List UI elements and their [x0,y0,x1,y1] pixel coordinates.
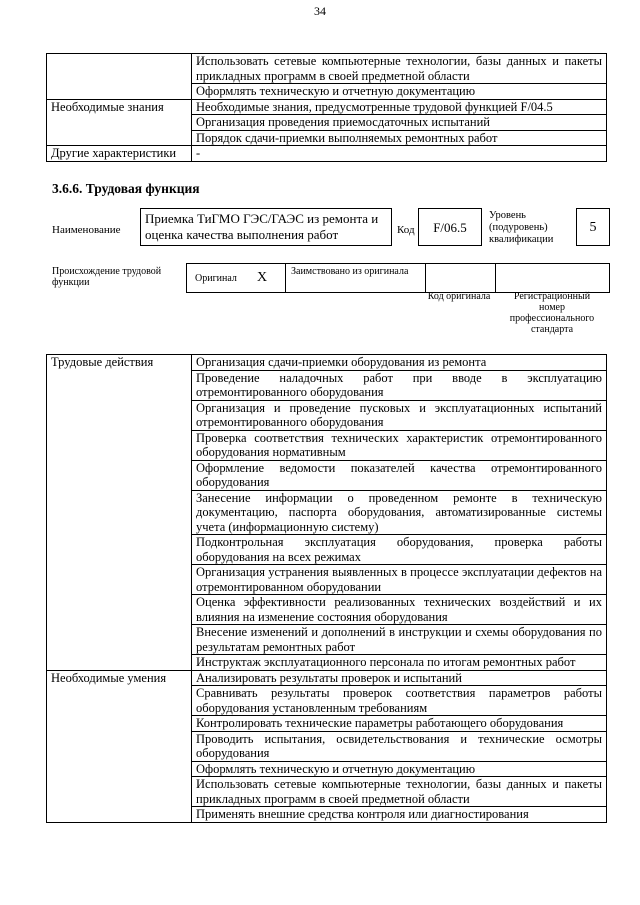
skill: Применять внешние средства контроля или диагностирования [192,807,607,823]
code-box: F/06.5 [418,208,482,246]
level-label: Уровень (подуровень) квалификации [489,210,554,245]
code-label: Код [397,224,415,236]
reg-number-label: Регистрационный номер профессионального стандарта [509,291,595,335]
table-row [47,670,607,686]
skill: Контролировать технические параметры работающего оборудования [192,716,607,732]
original-mark: X [257,270,268,285]
name-label: Наименование [52,224,121,236]
table-row [47,54,607,84]
labor-action: Проверка соответствия технических характеристик отремонтированного оборудования нормативным [192,430,607,460]
section-title: 3.6.6. Трудовая функция [52,181,200,196]
table-row [47,99,607,115]
skill: Использовать сетевые компьютерные технологии, базы данных и пакеты прикладных программ в своей предметной области [192,777,607,807]
row-value: Порядок сдачи-приемки выполняемых ремонтных работ [192,130,607,146]
skill: Проводить испытания, освидетельствования и технические осмотры оборудования [192,731,607,761]
divider [495,264,496,292]
original-label: Оригинал [195,273,237,284]
labor-action: Проведение наладочных работ при вводе в эксплуатацию отремонтированного оборудования [192,370,607,400]
row-value: Оформлять техническую и отчетную документацию [192,84,607,100]
row-label: Другие характеристики [47,146,192,162]
labor-action: Оценка эффективности реализованных технических воздействий и их влияния на изменение состояния оборудования [192,595,607,625]
labor-action: Внесение изменений и дополнений в инструкции и схемы оборудования по результатам ремонтных работ [192,625,607,655]
continuation-table [46,53,607,162]
labor-action: Подконтрольная эксплуатация оборудования, проверка работы оборудования на всех режимах [192,535,607,565]
skill: Анализировать результаты проверок и испытаний [192,670,607,686]
skills-label: Необходимые умения [47,670,192,822]
row-value: - [192,146,607,162]
code-original-label: Код оригинала [427,291,491,302]
page-number: 34 [314,4,326,18]
skill: Сравнивать результаты проверок соответствия параметров работы оборудования установленным требованиям [192,686,607,716]
row-value: Использовать сетевые компьютерные технологии, базы данных и пакеты прикладных программ в своей предметной области [192,54,607,84]
level-box: 5 [576,208,610,246]
row-label: Необходимые знания [47,99,192,146]
table-row [47,146,607,162]
divider [425,264,426,292]
labor-action: Занесение информации о проведенном ремонте в техническую документацию, паспорта оборудования, автоматизированные системы учета (информационную систему) [192,490,607,535]
row-label [47,54,192,100]
origin-label: Происхождение трудовой функции [52,266,162,288]
function-name-box: Приемка ТиГМО ГЭС/ГАЭС из ремонта и оценка качества выполнения работ [140,208,392,246]
labor-action: Организация и проведение пусковых и эксплуатационных испытаний отремонтированного оборудования [192,400,607,430]
labor-function-table [46,354,607,823]
labor-action: Организация устранения выявленных в процессе эксплуатации дефектов на отремонтированном оборудовании [192,565,607,595]
labor-action: Инструктаж эксплуатационного персонала по итогам ремонтных работ [192,655,607,671]
labor-actions-label: Трудовые действия [47,355,192,671]
divider [285,264,286,292]
row-value: Организация проведения приемосдаточных испытаний [192,115,607,131]
labor-action: Оформление ведомости показателей качества отремонтированного оборудования [192,460,607,490]
origin-box [186,263,610,293]
table-row [47,355,607,371]
skill: Оформлять техническую и отчетную документацию [192,761,607,777]
labor-action: Организация сдачи-приемки оборудования из ремонта [192,355,607,371]
row-value: Необходимые знания, предусмотренные трудовой функцией F/04.5 [192,99,607,115]
borrowed-label: Заимствовано из оригинала [291,266,409,277]
